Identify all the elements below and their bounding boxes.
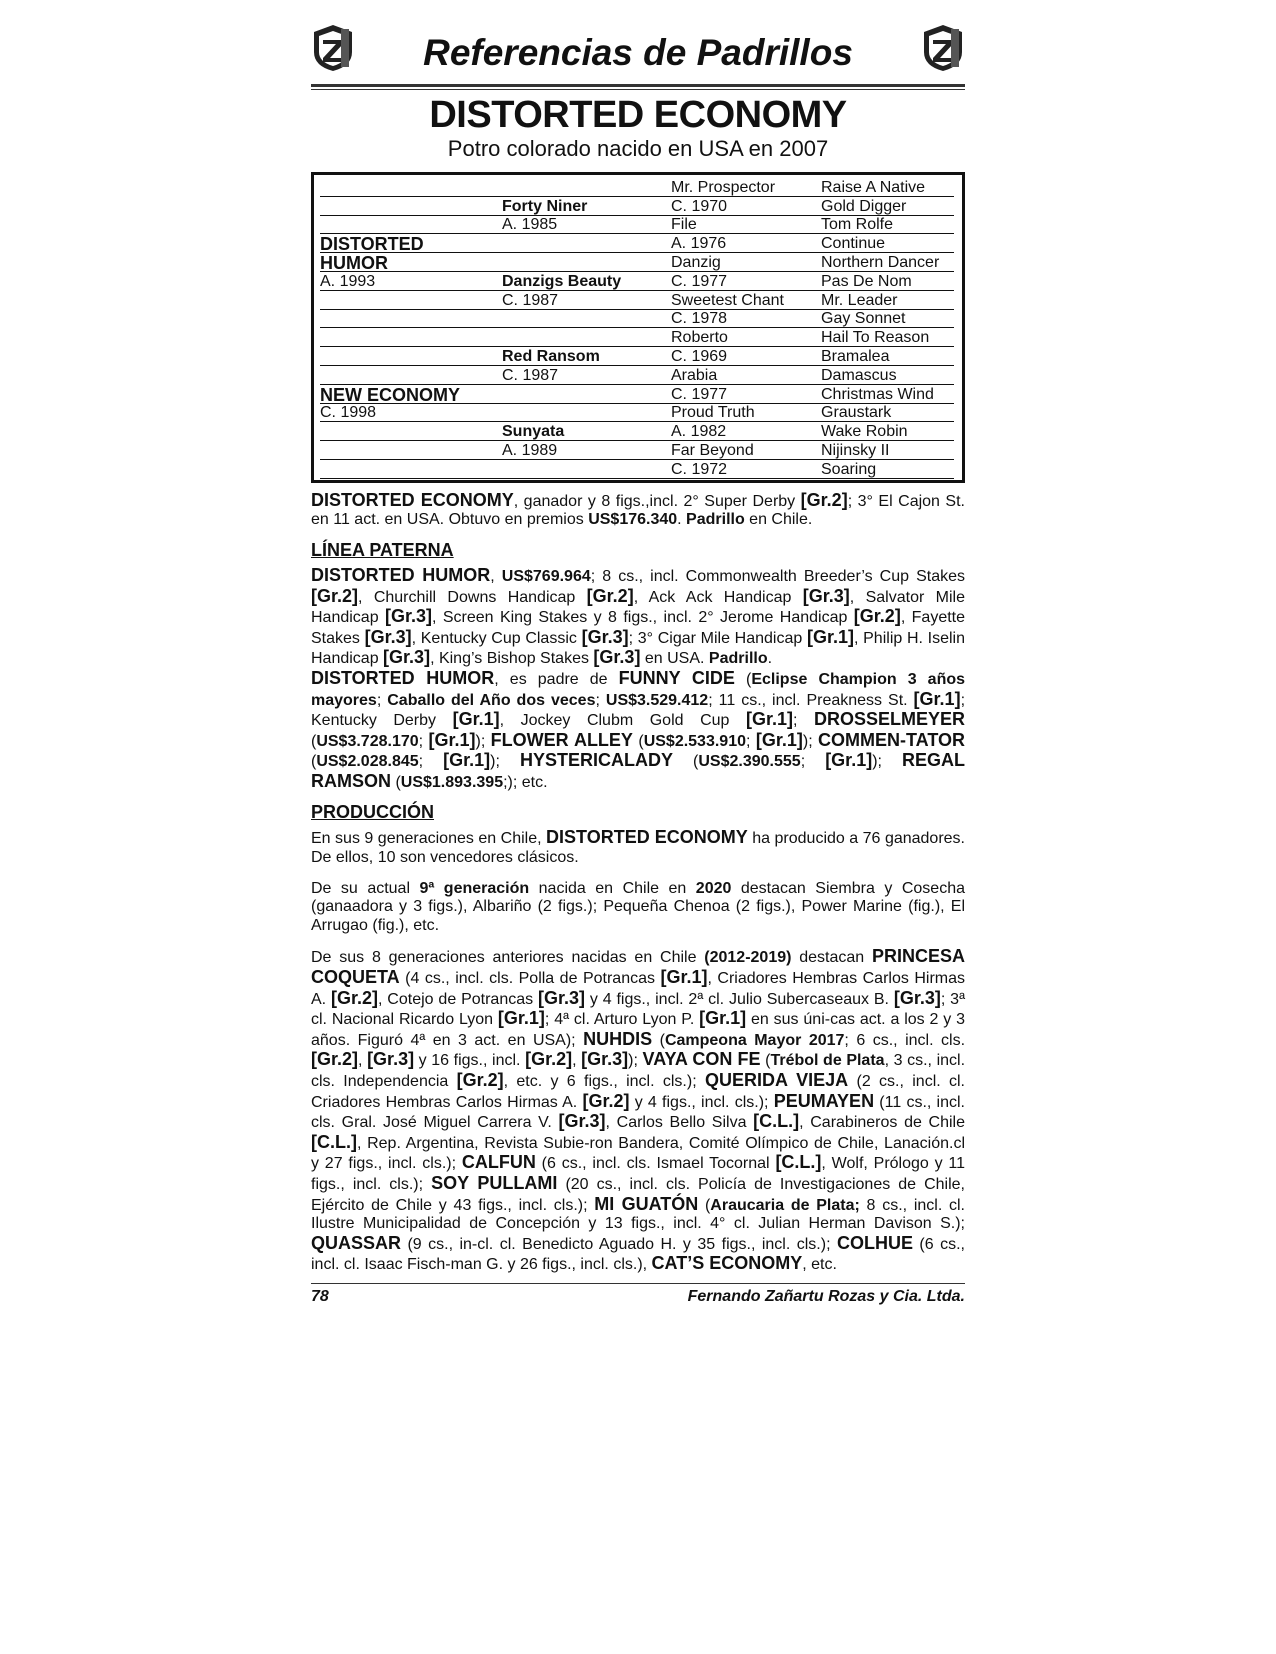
pedigree-row xyxy=(320,404,956,423)
intro-paragraph: DISTORTED ECONOMY, ganador y 8 figs.,incl. 2° Super Derby [Gr.2]; 3° El Cajon St. en 11 act. en USA. Obtuvo en premios US$176.340. Padrillo en Chile. xyxy=(311,489,965,529)
body-text xyxy=(311,491,965,1275)
pedigree-row xyxy=(320,197,956,216)
pedigree-cell: A. 1993 xyxy=(320,273,502,291)
section-heading-produccion: PRODUCCIÓN xyxy=(311,802,435,823)
pedigree-cell xyxy=(320,367,502,385)
pedigree-cell xyxy=(320,423,502,441)
pedigree-row xyxy=(320,366,956,385)
pedigree-cell: Damascus xyxy=(821,367,954,385)
horse-name: DISTORTED ECONOMY xyxy=(429,94,847,136)
pedigree-cell: Forty Niner xyxy=(502,198,671,216)
pedigree-cell: Proud Truth xyxy=(671,404,821,422)
header-divider-thin xyxy=(311,89,965,90)
pedigree-row xyxy=(320,347,956,366)
production-paragraph: En sus 9 generaciones en Chile, DISTORTED ECONOMY ha producido a 76 ganadores. De ellos, 10 son vencedores clásicos. xyxy=(311,827,966,867)
pedigree-cell xyxy=(502,310,671,328)
pedigree-cell: A. 1985 xyxy=(502,216,671,234)
pedigree-cell: C. 1970 xyxy=(671,198,821,216)
pedigree-cell: C. 1987 xyxy=(502,292,671,310)
pedigree-row xyxy=(320,422,956,441)
pedigree-cell: Graustark xyxy=(821,404,954,422)
stud-logo-icon xyxy=(921,24,965,72)
pedigree-row xyxy=(320,441,956,460)
pedigree-cell: C. 1977 xyxy=(671,273,821,291)
pedigree-cell: C. 1969 xyxy=(671,348,821,366)
generation-9-paragraph: De su actual 9ª generación nacida en Chile en 2020 destacan Siembra y Cosecha (ganaadora y 3 figs.), Albariño (2 figs.); Pequeña Chenoa (2 figs.), Power Marine (fig.), El Arrugao (fig.), etc. xyxy=(311,879,965,934)
pedigree-cell: Roberto xyxy=(671,329,821,347)
document-page xyxy=(311,22,965,1306)
publisher-name: Fernando Zañartu Rozas y Cia. Ltda. xyxy=(687,1287,965,1305)
pedigree-cell xyxy=(320,179,502,197)
pedigree-cell: C. 1998 xyxy=(320,404,502,422)
pedigree-row xyxy=(320,328,956,347)
pedigree-cell xyxy=(502,386,671,404)
pedigree-cell: Danzigs Beauty xyxy=(502,273,671,291)
page-number: 78 xyxy=(311,1287,329,1305)
pedigree-cell: NEW ECONOMY xyxy=(320,386,502,404)
pedigree-cell xyxy=(320,348,502,366)
pedigree-cell: C. 1977 xyxy=(671,386,821,404)
pedigree-table xyxy=(311,172,965,483)
pedigree-cell: Pas De Nom xyxy=(821,273,954,291)
pedigree-cell: C. 1972 xyxy=(671,461,821,479)
pedigree-cell: DISTORTED xyxy=(320,235,502,253)
pedigree-cell: Wake Robin xyxy=(821,423,954,441)
pedigree-cell: Gold Digger xyxy=(821,198,954,216)
pedigree-cell xyxy=(320,216,502,234)
pedigree-cell: File xyxy=(671,216,821,234)
page-footer xyxy=(311,1288,965,1306)
pedigree-cell: Red Ransom xyxy=(502,348,671,366)
pedigree-cell: Sweetest Chant xyxy=(671,292,821,310)
pedigree-cell: A. 1989 xyxy=(502,442,671,460)
pedigree-cell: Gay Sonnet xyxy=(821,310,954,328)
pedigree-cell: Arabia xyxy=(671,367,821,385)
pedigree-cell: C. 1978 xyxy=(671,310,821,328)
pedigree-row xyxy=(320,272,956,291)
pedigree-cell: Hail To Reason xyxy=(821,329,954,347)
pedigree-row xyxy=(320,216,956,235)
section-heading-linea-paterna: LÍNEA PATERNA xyxy=(311,539,454,560)
pedigree-cell: A. 1976 xyxy=(671,235,821,253)
pedigree-cell xyxy=(320,442,502,460)
pedigree-row xyxy=(320,234,956,253)
pedigree-cell xyxy=(502,254,671,272)
pedigree-cell xyxy=(320,310,502,328)
footer-divider xyxy=(311,1283,965,1284)
pedigree-cell: Christmas Wind xyxy=(821,386,954,404)
pedigree-cell: Mr. Leader xyxy=(821,292,954,310)
pedigree-cell xyxy=(502,235,671,253)
pedigree-cell xyxy=(502,404,671,422)
pedigree-cell xyxy=(502,179,671,197)
page-header xyxy=(311,22,965,82)
header-divider xyxy=(311,84,965,87)
pedigree-row xyxy=(320,253,956,272)
sire-paragraph: DISTORTED HUMOR, US$769.964; 8 cs., incl. Commonwealth Breeder’s Cup Stakes [Gr.2], Churchill Downs Handicap [Gr.2], Ack Ack Handicap [Gr.3], Salvator Mile Handicap [Gr.3], Screen King Stakes y 8 figs., incl. 2° Jerome Handicap [Gr.2], Fayette Stakes [Gr.3], Kentucky Cup Classic [Gr.3]; 3° Cigar Mile Handicap [Gr.1], Philip H. Iselin Handicap [Gr.3], King’s Bishop Stakes [Gr.3] en USA. Padrillo. xyxy=(311,564,966,668)
pedigree-cell: Raise A Native xyxy=(821,179,954,197)
pedigree-cell: Bramalea xyxy=(821,348,954,366)
pedigree-row xyxy=(320,291,956,310)
pedigree-cell xyxy=(320,292,502,310)
pedigree-row xyxy=(320,385,956,404)
pedigree-cell xyxy=(320,198,502,216)
publication-title: Referencias de Padrillos xyxy=(423,32,853,73)
pedigree-cell: Sunyata xyxy=(502,423,671,441)
pedigree-cell: Danzig xyxy=(671,254,821,272)
pedigree-cell: Nijinsky II xyxy=(821,442,954,460)
pedigree-cell: Soaring xyxy=(821,461,954,479)
pedigree-row xyxy=(320,460,956,479)
pedigree-cell xyxy=(502,461,671,479)
horse-subtitle: Potro colorado nacido en USA en 2007 xyxy=(447,136,829,161)
pedigree-cell: Far Beyond xyxy=(671,442,821,460)
pedigree-row xyxy=(320,178,956,197)
pedigree-cell xyxy=(320,329,502,347)
pedigree-cell xyxy=(320,461,502,479)
pedigree-cell: Tom Rolfe xyxy=(821,216,954,234)
pedigree-cell: Northern Dancer xyxy=(821,254,954,272)
pedigree-cell: Mr. Prospector xyxy=(671,179,821,197)
pedigree-cell: HUMOR xyxy=(320,254,502,272)
pedigree-row xyxy=(320,310,956,329)
sire-offspring-paragraph: DISTORTED HUMOR, es padre de FUNNY CIDE (Eclipse Champion 3 años mayores; Caballo del Año dos veces; US$3.529.412; 11 cs., incl. Preakness St. [Gr.1]; Kentucky Derby [Gr.1], Jockey Clubm Gold Cup [Gr.1]; DROSSELMEYER (US$3.728.170; [Gr.1]); FLOWER ALLEY (US$2.533.910; [Gr.1]); COMMEN-TATOR (US$2.028.845; [Gr.1]); HYSTERICALADY (US$2.390.555; [Gr.1]); REGAL RAMSON (US$1.893.395;); etc. xyxy=(311,667,966,791)
pedigree-cell: A. 1982 xyxy=(671,423,821,441)
pedigree-cell: C. 1987 xyxy=(502,367,671,385)
earlier-generations-paragraph: De sus 8 generaciones anteriores nacidas en Chile (2012-2019) destacan PRINCESA COQUETA (4 cs., incl. cls. Polla de Potrancas [Gr.1], Criadores Hembras Carlos Hirmas A. [Gr.2], Cotejo de Potrancas [Gr.3] y 4 figs., incl. 2ª cl. Julio Subercaseaux B. [Gr.3]; 3ª cl. Nacional Ricardo Lyon [Gr.1]; 4ª cl. Arturo Lyon P. [Gr.1] en sus úni-cas act. a los 2 y 3 años. Figuró 4ª en 3 act. en USA); NUHDIS (Campeona Mayor 2017; 6 cs., incl. cls. [Gr.2], [Gr.3] y 16 figs., incl. [Gr.2], [Gr.3]); VAYA CON FE (Trébol de Plata, 3 cs., incl. cls. Independencia [Gr.2], etc. y 6 figs., incl. cls.); QUERIDA VIEJA (2 cs., incl. cl. Criadores Hembras Carlos Hirmas A. [Gr.2] y 4 figs., incl. cls.); PEUMAYEN (11 cs., incl. cls. Gral. José Miguel Carrera V. [Gr.3], Carlos Bello Silva [C.L.], Carabineros de Chile [C.L.], Rep. Argentina, Revista Subie-ron Bandera, Comité Olímpico de Chile, Lanación.cl y 27 figs., incl. cls.); CALFUN (6 cs., incl. cls. Ismael Tocornal [C.L.], Wolf, Prólogo y 11 figs., incl. cls.); SOY PULLAMI (20 cs., incl. cls. Policía de Investigaciones de Chile, Ejército de Chile y 43 figs., incl. cls.); MI GUATÓN (Araucaria de Plata; 8 cs., incl. cl. Ilustre Municipalidad de Concepción y 13 figs., incl. 4° cl. Julian Herman Davison S.); QUASSAR (9 cs., in-cl. cl. Benedicto Aguado H. y 35 figs., incl. cls.); COLHUE (6 cs., incl. cl. Isaac Fisch-man G. y 26 figs., incl. cls.), CAT’S ECONOMY, etc. xyxy=(311,946,966,1274)
pedigree-cell: Continue xyxy=(821,235,954,253)
pedigree-cell xyxy=(502,329,671,347)
